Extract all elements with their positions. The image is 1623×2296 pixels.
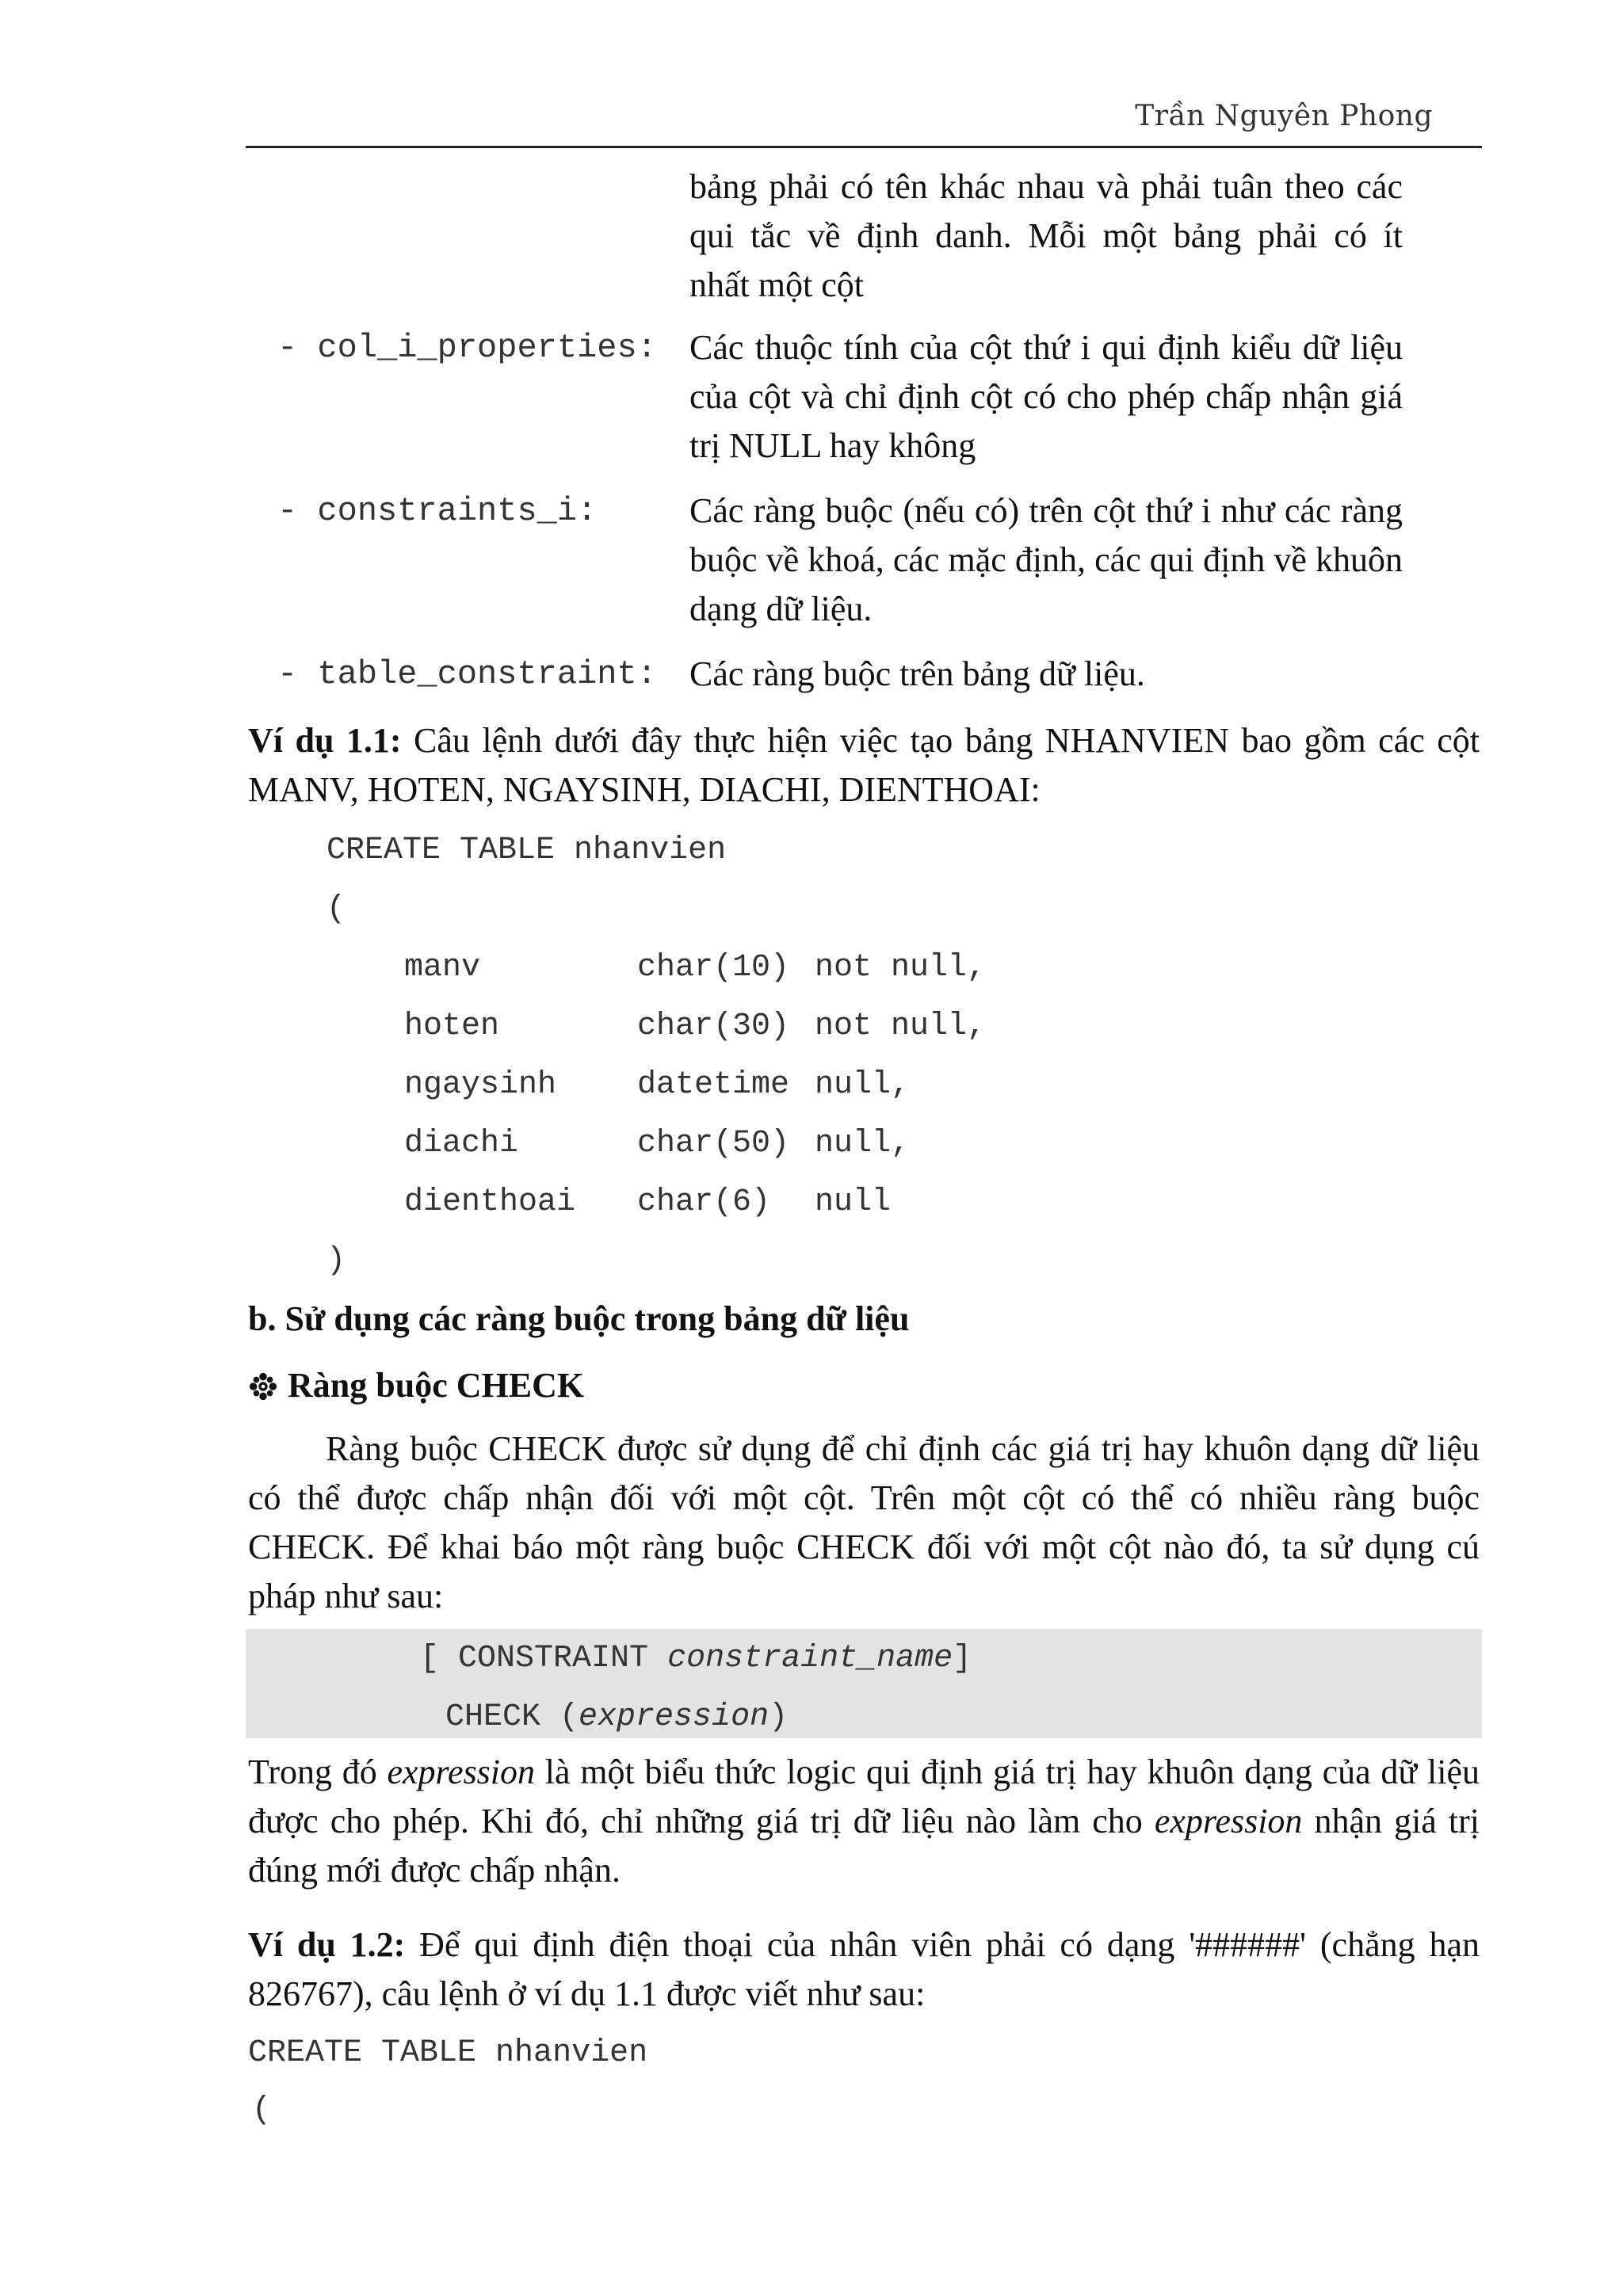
example-1-label: Ví dụ 1.1: xyxy=(248,721,402,760)
column-type: datetime xyxy=(637,1067,790,1103)
intro-line: bảng phải có tên khác nhau và phải tuân theo các xyxy=(689,167,1403,206)
column-name: hoten xyxy=(404,1009,500,1044)
column-nullity: not null, xyxy=(815,950,987,986)
check-heading xyxy=(248,1361,584,1410)
explain-text: Trong đó xyxy=(248,1753,388,1791)
intro-line: nhất một cột xyxy=(689,265,864,304)
column-name: ngaysinh xyxy=(404,1067,557,1103)
column-nullity: null, xyxy=(815,1067,911,1103)
syntax-bracket: ] xyxy=(953,1641,972,1676)
property-desc: Các ràng buộc trên bảng dữ liệu. xyxy=(689,654,1145,693)
explain-term: expression xyxy=(1154,1802,1303,1840)
example-2-paragraph xyxy=(248,1920,1480,2019)
expression-explanation xyxy=(248,1748,1480,1895)
column-nullity: not null, xyxy=(815,1009,987,1044)
property-desc: Các thuộc tính của cột thứ i qui định kiểu dữ liệu của cột và chỉ định cột có cho phép chấp nhận giá trị NULL hay không xyxy=(689,328,1403,465)
column-name: manv xyxy=(404,950,481,986)
column-name: dienthoai xyxy=(404,1184,576,1220)
code-open-paren: ( xyxy=(327,891,346,927)
syntax-keyword: CHECK ( xyxy=(445,1699,579,1735)
column-type: char(50) xyxy=(637,1126,790,1161)
example-1-text: Câu lệnh dưới đây thực hiện việc tạo bảng NHANVIEN bao gồm các cột MANV, HOTEN, NGAYSINH, DIACHI, DIENTHOAI: xyxy=(248,721,1480,809)
intro-continuation xyxy=(689,162,1403,310)
explain-term: expression xyxy=(387,1753,536,1791)
property-key: - constraints_i: xyxy=(277,492,598,530)
example-2-text: Để qui định điện thoại của nhân viên phải có dạng '######' (chẳng hạn 826767), câu lệnh ở ví dụ 1.1 được viết như sau: xyxy=(248,1925,1480,2013)
intro-line: qui tắc về định danh. Mỗi một bảng phải có ít xyxy=(689,216,1403,255)
header-author: Trần Nguyên Phong xyxy=(1135,100,1433,132)
syntax-line-constraint xyxy=(420,1640,972,1678)
syntax-line-check xyxy=(445,1699,788,1737)
explain-text: là một biểu thức logic qui định giá trị hay khuôn dạng của dữ liệu được cho phép. Khi đó, chỉ những giá trị dữ liệu nào làm cho xyxy=(248,1753,1480,1840)
section-b-heading: b. Sử dụng các ràng buộc trong bảng dữ liệu xyxy=(248,1299,910,1338)
code-close-paren: ) xyxy=(327,1243,346,1279)
syntax-param: expression xyxy=(579,1699,769,1735)
syntax-keyword: [ CONSTRAINT xyxy=(420,1641,668,1676)
explain-text: nhận giá trị đúng mới được chấp nhận. xyxy=(248,1802,1480,1890)
column-name: diachi xyxy=(404,1126,519,1161)
property-key: - table_constraint: xyxy=(277,655,657,693)
property-desc: Các ràng buộc (nếu có) trên cột thứ i như các ràng buộc về khoá, các mặc định, các qui định về khuôn dạng dữ liệu. xyxy=(689,491,1403,628)
header-rule xyxy=(246,146,1482,148)
syntax-param: constraint_name xyxy=(667,1641,953,1676)
check-heading-text: Ràng buộc CHECK xyxy=(288,1366,585,1405)
column-type: char(6) xyxy=(637,1184,771,1220)
code-create-table: CREATE TABLE nhanvien xyxy=(327,833,727,868)
code-create-table-2: CREATE TABLE nhanvien xyxy=(248,2035,648,2071)
check-paragraph: Ràng buộc CHECK được sử dụng để chỉ định các giá trị hay khuôn dạng dữ liệu có thể được chấp nhận đối với một cột. Trên một cột có thể có nhiều ràng buộc CHECK. Để khai báo một ràng buộc CHECK đối với một cột nào đó, ta sử dụng cú pháp như sau: xyxy=(248,1429,1480,1615)
syntax-bracket: ) xyxy=(769,1699,789,1735)
column-nullity: null xyxy=(815,1184,892,1220)
column-type: char(10) xyxy=(637,950,790,986)
column-type: char(30) xyxy=(637,1009,790,1044)
example-2-label: Ví dụ 1.2: xyxy=(248,1925,406,1964)
flower-bullet-icon xyxy=(248,1371,278,1402)
column-nullity: null, xyxy=(815,1126,911,1161)
example-1-paragraph xyxy=(248,716,1480,814)
code-open-paren-2: ( xyxy=(252,2092,272,2128)
property-key: - col_i_properties: xyxy=(277,329,657,367)
